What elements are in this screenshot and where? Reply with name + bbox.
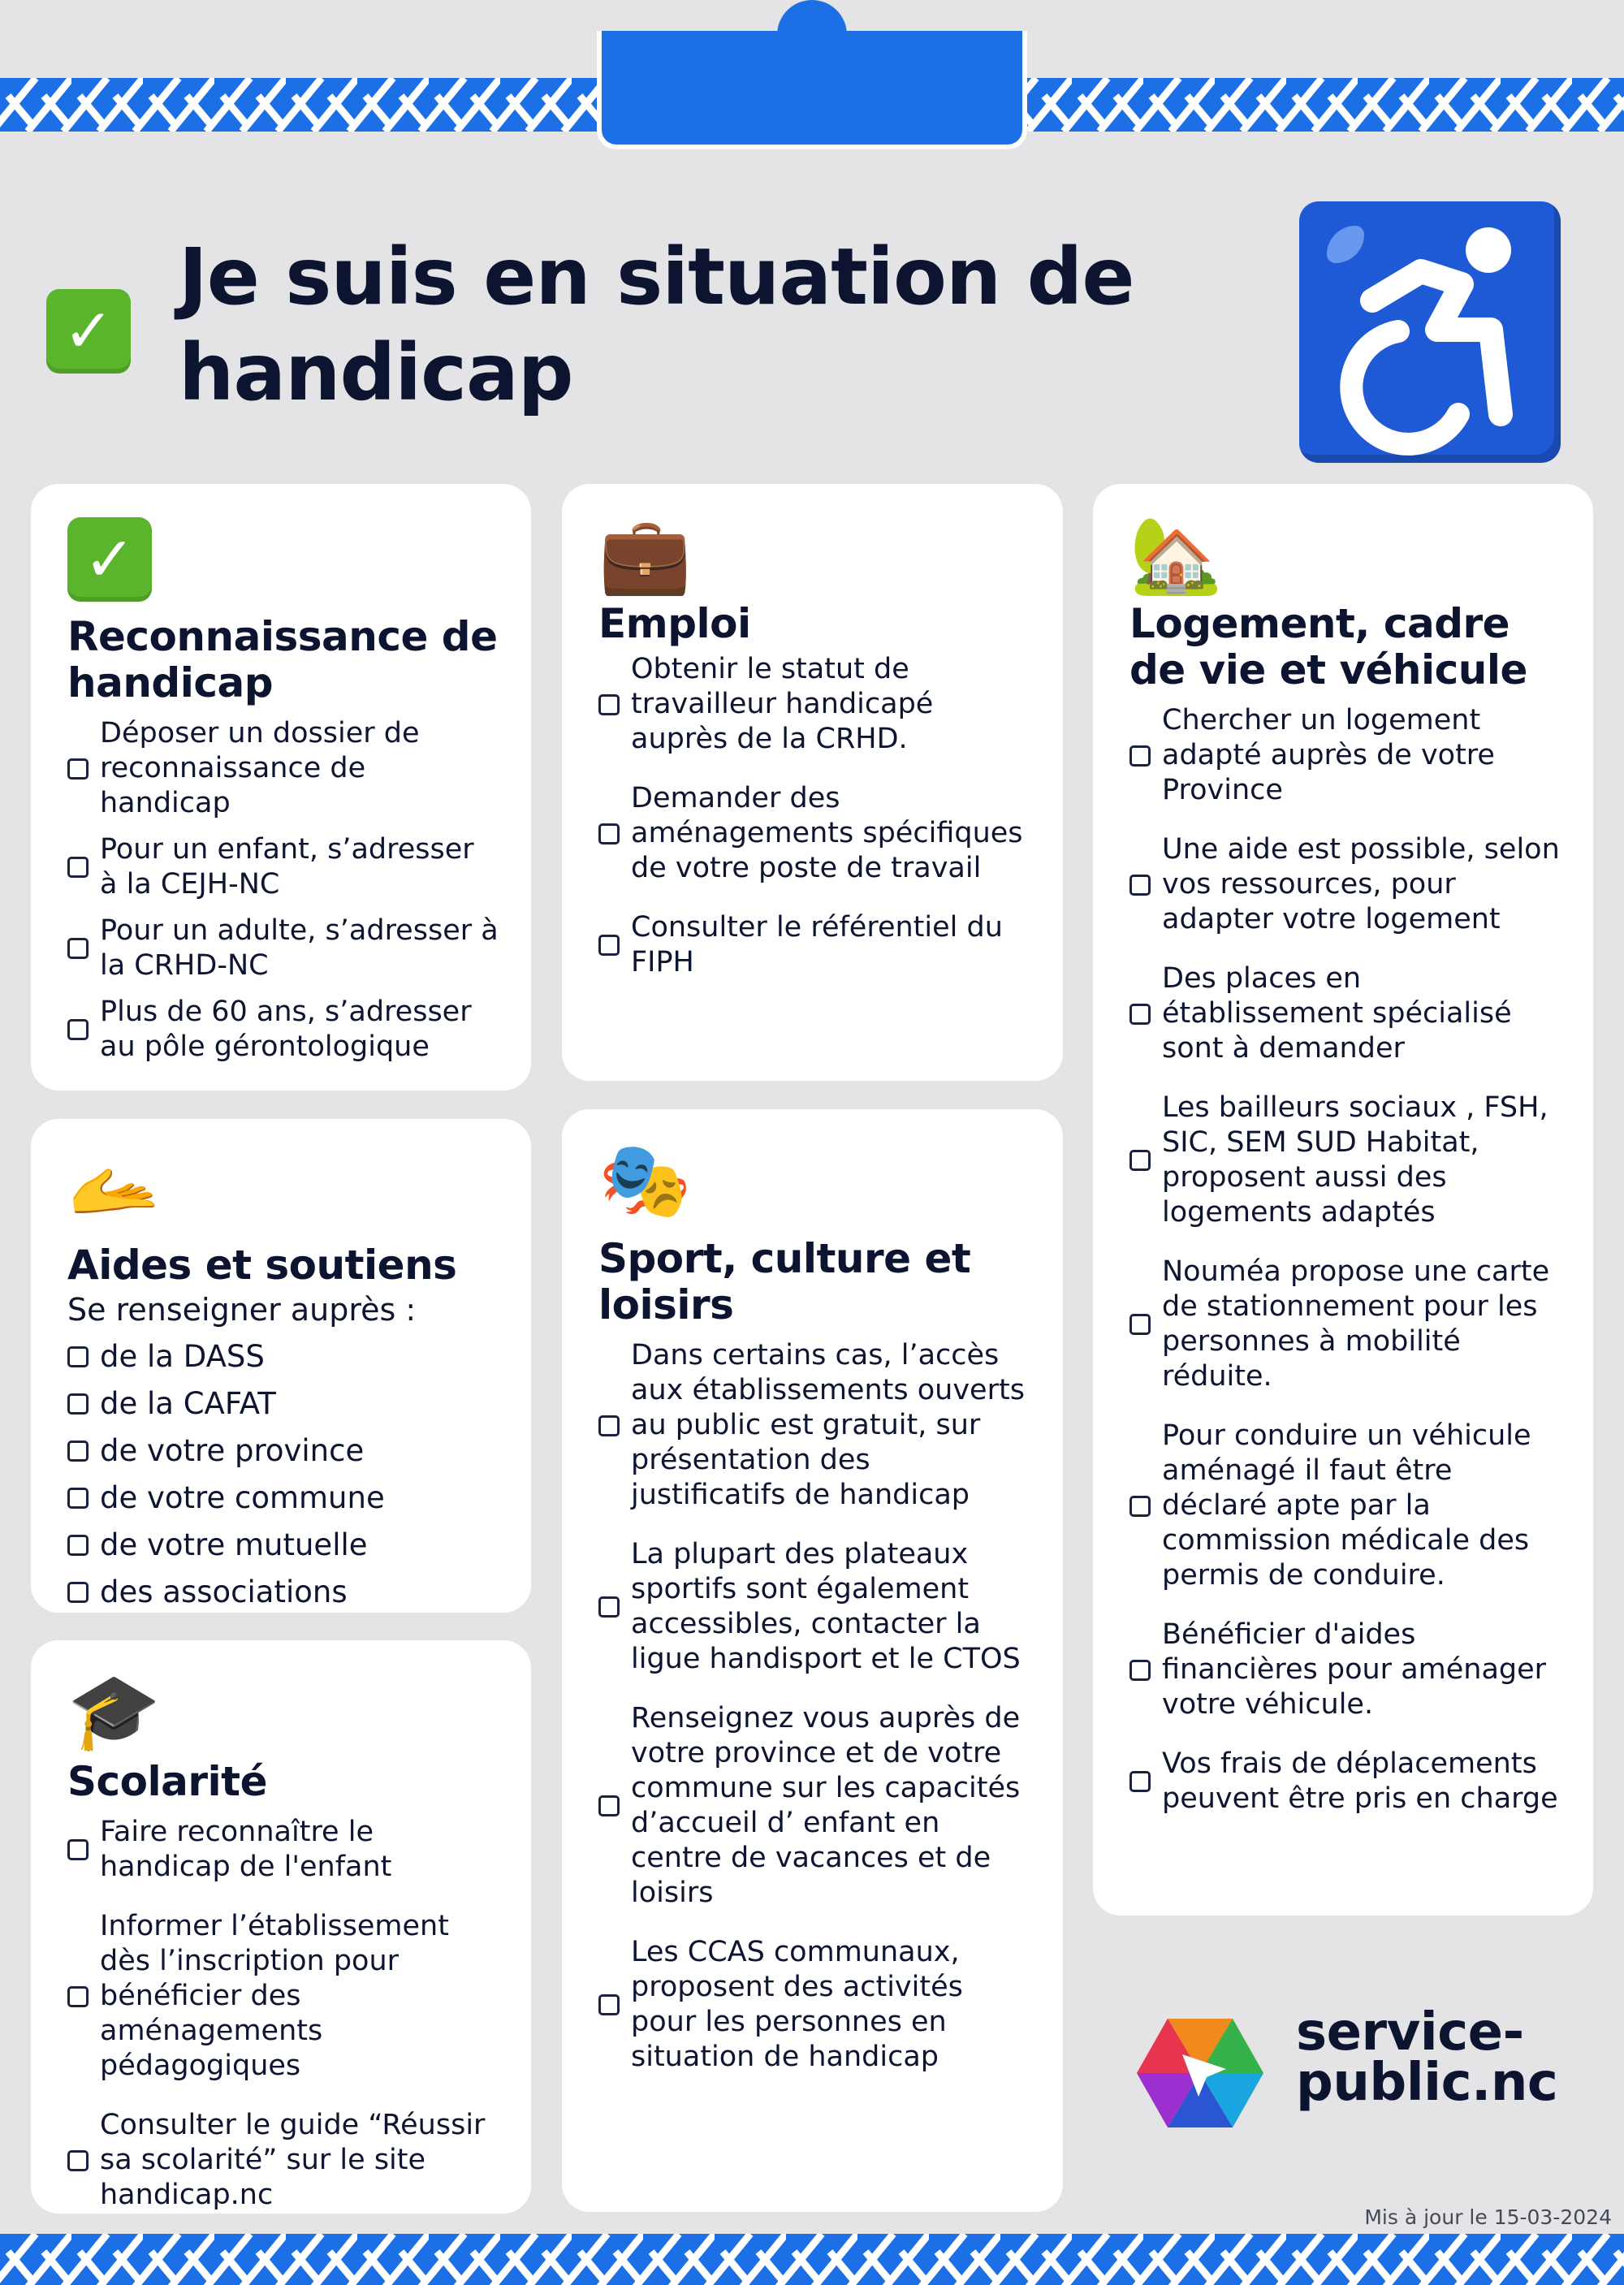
- bottom-pattern-band: [0, 2234, 1624, 2285]
- checkbox[interactable]: [1129, 1496, 1151, 1517]
- performing-arts-icon: 🎭: [598, 1137, 692, 1224]
- check-mark-button-icon: ✓: [67, 512, 165, 599]
- checkbox[interactable]: [67, 1986, 89, 2007]
- clipboard-clip: [597, 31, 1027, 149]
- checkbox[interactable]: [67, 2150, 89, 2171]
- checkbox[interactable]: [598, 1994, 620, 2015]
- checklist-item[interactable]: Les bailleurs sociaux , FSH, SIC, SEM SUD Habitat, proposent aussi des logements adaptés: [1129, 1091, 1561, 1230]
- checkbox[interactable]: [598, 1795, 620, 1816]
- card-title: Scolarité: [67, 1758, 267, 1805]
- checklist-item[interactable]: Vos frais de déplacements peuvent être pris en charge: [1129, 1747, 1561, 1816]
- checkbox[interactable]: [598, 823, 620, 844]
- checkbox[interactable]: [598, 1596, 620, 1618]
- card-title: Logement, cadre de vie et véhicule: [1129, 600, 1527, 693]
- checkbox[interactable]: [1129, 1314, 1151, 1335]
- checklist-item[interactable]: Demander des aménagements spécifiques de votre poste de travail: [598, 781, 1030, 886]
- card-aides: [31, 1119, 531, 1613]
- checklist-item[interactable]: Obtenir le statut de travailleur handicapé auprès de la CRHD.: [598, 652, 1030, 757]
- checkbox[interactable]: [67, 1582, 89, 1603]
- checkbox[interactable]: [1129, 1150, 1151, 1171]
- checkbox[interactable]: [67, 1839, 89, 1860]
- checklist-item[interactable]: de votre province: [67, 1433, 499, 1469]
- card-title: Reconnaissance de handicap: [67, 613, 498, 706]
- checkbox[interactable]: [1129, 745, 1151, 767]
- checklist-item[interactable]: Pour un enfant, s’adresser à la CEJH-NC: [67, 832, 499, 902]
- checklist-item[interactable]: Pour un adulte, s’adresser à la CRHD-NC: [67, 914, 499, 983]
- checklist-item[interactable]: de votre commune: [67, 1480, 499, 1516]
- checkbox[interactable]: [1129, 1660, 1151, 1681]
- checkbox[interactable]: [67, 938, 89, 959]
- checkbox[interactable]: [67, 758, 89, 780]
- house-with-garden-icon: 🏡: [1129, 512, 1223, 598]
- checklist-item[interactable]: Faire reconnaître le handicap de l'enfant: [67, 1815, 499, 1885]
- card-title: Emploi: [598, 600, 751, 647]
- checkbox[interactable]: [1129, 1771, 1151, 1792]
- last-updated-text: Mis à jour le 15-03-2024: [1364, 2205, 1612, 2229]
- page-title: Je suis en situation de handicap: [179, 231, 1134, 418]
- checkbox[interactable]: [1129, 1004, 1151, 1025]
- card-reconnaissance: [31, 484, 531, 1091]
- checkbox[interactable]: [67, 1019, 89, 1040]
- checkbox[interactable]: [67, 1346, 89, 1367]
- checklist-item[interactable]: Informer l’établissement dès l’inscription pour bénéficier des aménagements pédagogiques: [67, 1909, 499, 2084]
- checkbox[interactable]: [1129, 875, 1151, 896]
- checkbox[interactable]: [67, 1441, 89, 1462]
- briefcase-icon: 💼: [598, 512, 692, 598]
- check-mark-button-icon: ✓: [46, 289, 131, 374]
- checkbox[interactable]: [598, 935, 620, 956]
- checklist-item[interactable]: de la CAFAT: [67, 1386, 499, 1422]
- checklist-item[interactable]: Chercher un logement adapté auprès de votre Province: [1129, 703, 1561, 808]
- checklist-item[interactable]: Renseignez vous auprès de votre province et de votre commune sur les capacités d’accueil d’ enfant en centre de vacances et de loisirs: [598, 1701, 1030, 1911]
- checklist-item[interactable]: Consulter le référentiel du FIPH: [598, 910, 1030, 980]
- card-title: Aides et soutiens: [67, 1242, 457, 1289]
- checklist-item[interactable]: Les CCAS communaux, proposent des activités pour les personnes en situation de handicap: [598, 1935, 1030, 2075]
- accessibility-wheelchair-icon: [1299, 201, 1561, 463]
- checklist-item[interactable]: Consulter le guide “Réussir sa scolarité” sur le site handicap.nc: [67, 2108, 499, 2213]
- checklist-item[interactable]: Des places en établissement spécialisé sont à demander: [1129, 961, 1561, 1066]
- service-public-logo-icon[interactable]: [1135, 2012, 1265, 2134]
- card-subtitle: Se renseigner auprès :: [67, 1292, 417, 1328]
- checklist-item[interactable]: des associations: [67, 1574, 499, 1610]
- checklist-item[interactable]: Nouméa propose une carte de stationnement pour les personnes à mobilité réduite.: [1129, 1255, 1561, 1394]
- card-sport-culture-loisirs: [562, 1109, 1063, 2212]
- checkbox[interactable]: [598, 1415, 620, 1436]
- card-scolarite: [31, 1640, 531, 2214]
- checklist-item[interactable]: Pour conduire un véhicule aménagé il faut être déclaré apte par la commission médicale des permis de conduire.: [1129, 1419, 1561, 1593]
- checklist-item[interactable]: de la DASS: [67, 1339, 499, 1375]
- checkbox[interactable]: [67, 1393, 89, 1415]
- checkbox[interactable]: [67, 1535, 89, 1556]
- card-logement-vehicule: [1093, 484, 1593, 1916]
- graduation-cap-icon: 🎓: [67, 1668, 161, 1755]
- checklist-item[interactable]: Une aide est possible, selon vos ressources, pour adapter votre logement: [1129, 832, 1561, 937]
- checkbox[interactable]: [598, 694, 620, 715]
- card-title: Sport, culture et loisirs: [598, 1235, 971, 1328]
- checkbox[interactable]: [67, 857, 89, 878]
- checkbox[interactable]: [67, 1488, 89, 1509]
- checklist-item[interactable]: de votre mutuelle: [67, 1527, 499, 1563]
- brand-name[interactable]: service-public.nc: [1296, 2002, 1558, 2113]
- palm-up-hand-icon: 🫴: [67, 1147, 161, 1233]
- checklist-item[interactable]: Bénéficier d'aides financières pour aménager votre véhicule.: [1129, 1618, 1561, 1722]
- checklist-item[interactable]: Dans certains cas, l’accès aux établissements ouverts au public est gratuit, sur présentation des justificatifs de handicap: [598, 1338, 1030, 1513]
- card-emploi: [562, 484, 1063, 1081]
- checklist-item[interactable]: Plus de 60 ans, s’adresser au pôle gérontologique: [67, 995, 499, 1065]
- checklist-item[interactable]: La plupart des plateaux sportifs sont également accessibles, contacter la ligue handisport et le CTOS: [598, 1537, 1030, 1677]
- checklist-item[interactable]: Déposer un dossier de reconnaissance de handicap: [67, 716, 499, 821]
